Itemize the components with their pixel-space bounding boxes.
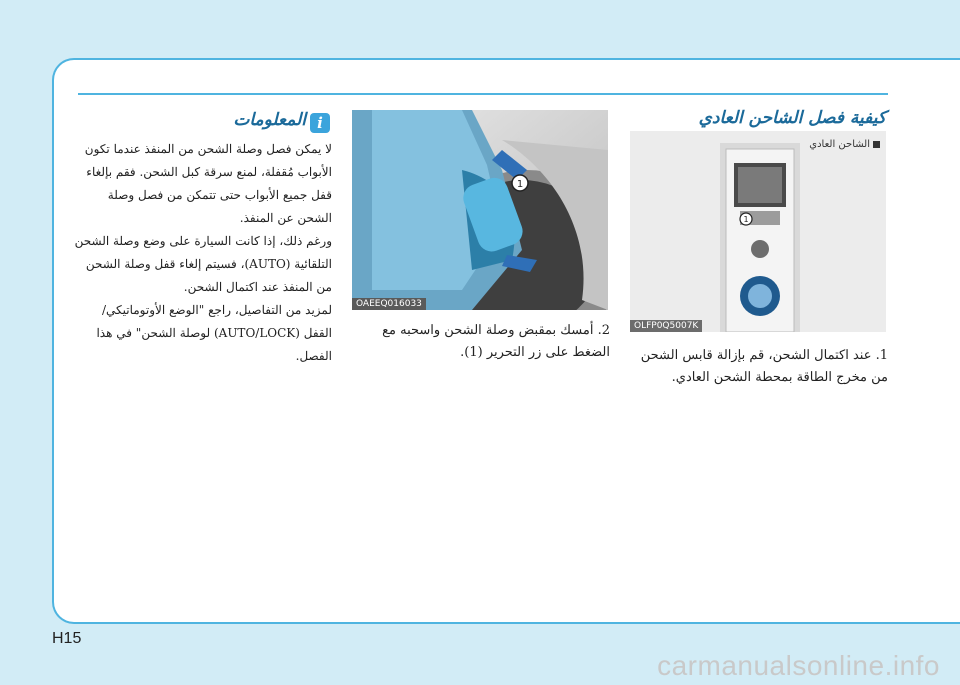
page-number: H15: [52, 630, 82, 647]
info-paragraph-1: لا يمكن فصل وصلة الشحن من المنفذ عندما تكون الأبواب مُقفلة، لمنع سرقة كبل الشحن. فقم بإلغاء قفل جميع الأبواب حتى تتمكن من فصل وصلة الشحن عن المنفذ.: [84, 142, 332, 225]
info-body: [74, 138, 332, 368]
info-title: المعلومات: [233, 110, 306, 130]
photo-code-2: OLFP0Q5007K: [630, 320, 702, 332]
info-paragraph-2: ورغم ذلك، إذا كانت السيارة على وضع وصلة الشحن التلقائية (AUTO)، فسيتم إلغاء قفل وصلة الشحن من المنفذ عند اكتمال الشحن.: [74, 234, 332, 294]
section-heading: كيفية فصل الشاحن العادي: [698, 108, 886, 128]
connector-release-photo: [352, 110, 608, 310]
top-divider: [78, 93, 888, 95]
step-2: 2. أمسك بمقبض وصلة الشحن واسحبه مع الضغط على زر التحرير (1).: [382, 323, 610, 360]
charger-illustration: [630, 131, 886, 332]
bullet-square-icon: [873, 141, 880, 148]
photo-caption-text: الشاحن العادي: [809, 139, 870, 150]
info-paragraph-3: لمزيد من التفاصيل، راجع "الوضع الأوتوماتيكي/ القفل (AUTO/LOCK) لوصلة الشحن" في هذا الفصل.: [96, 303, 332, 363]
connector-illustration: [352, 110, 608, 310]
info-icon: i: [310, 113, 330, 133]
charger-callout-text: 1: [743, 215, 749, 224]
photo-code: OAEEQ016033: [352, 298, 426, 310]
watermark: carmanualsonline.info: [657, 650, 940, 681]
callout-1-text: 1: [516, 179, 524, 190]
charger-photo: [630, 131, 886, 332]
step-1: 1. عند اكتمال الشحن، قم بإزالة قابس الشحن من مخرج الطاقة بمحطة الشحن العادي.: [640, 348, 888, 385]
photo-caption: [809, 139, 880, 150]
